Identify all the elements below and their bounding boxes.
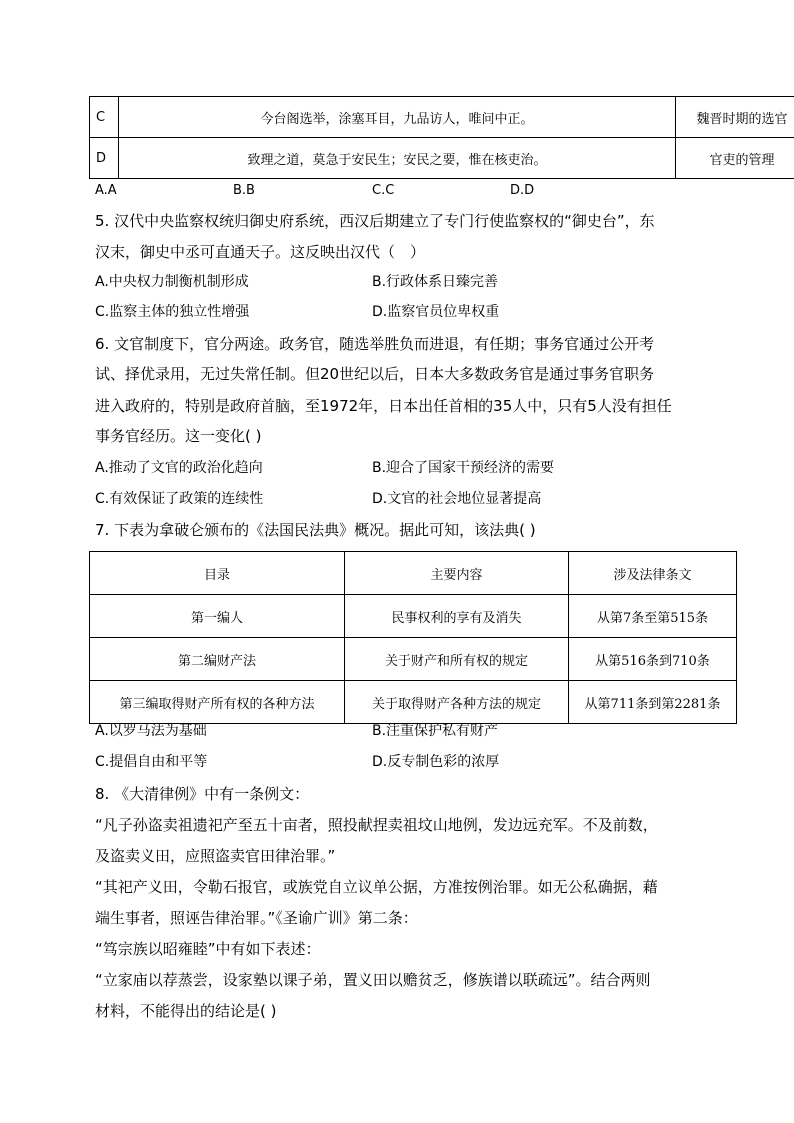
q6-stem-line: 6. 文官制度下，官分两途。政务官，随选举胜负而进退，有任期；事务官通过公开考 <box>95 335 655 353</box>
row-note: 官吏的管理 <box>676 138 794 179</box>
table-cell: 第三编取得财产所有权的各种方法 <box>90 681 345 724</box>
q4-option-b: B.B <box>233 183 255 198</box>
q6-option-d: D.文官的社会地位显著提高 <box>372 491 542 507</box>
q8-stem-line: 8. 《大清律例》中有一条例文： <box>95 785 310 803</box>
q8-stem-line: “笃宗族以昭雍睦”中有如下表述： <box>95 940 321 958</box>
row-content: 今台阁选举，涂塞耳目，九品访人，唯问中正。 <box>119 97 676 138</box>
q7-option-d: D.反专制色彩的浓厚 <box>372 754 500 770</box>
q6-option-b: B.迎合了国家干预经济的需要 <box>372 460 555 476</box>
table-cell: 关于取得财产各种方法的规定 <box>345 681 569 724</box>
q4-option-a: A.A <box>95 183 117 198</box>
table-row <box>90 638 737 681</box>
q7-option-c: C.提倡自由和平等 <box>95 754 208 770</box>
q6-option-a: A.推动了文官的政治化趋向 <box>95 460 263 476</box>
q5-option-c: C.监察主体的独立性增强 <box>95 304 250 320</box>
table-header-row <box>90 552 737 595</box>
row-label: D <box>90 138 119 179</box>
q7-option-b: B.注重保护私有财产 <box>372 723 499 739</box>
q6-option-c: C.有效保证了政策的连续性 <box>95 491 264 507</box>
table-cell: 第二编财产法 <box>90 638 345 681</box>
row-label: C <box>90 97 119 138</box>
q8-stem-line: 端生事者，照诬告律治罪。”《圣谕广训》第二条： <box>95 909 418 927</box>
q8-stem-line: “立家庙以荐蒸尝，设家塾以课子弟，置义田以赡贫乏，修族谱以联疏远”。结合两则 <box>95 971 651 989</box>
q5-stem-line: 汉末，御史中丞可直通天子。这反映出汉代（ ） <box>95 243 426 261</box>
table-cell: 关于财产和所有权的规定 <box>345 638 569 681</box>
table-cell: 民事权利的享有及消失 <box>345 595 569 638</box>
column-header: 目录 <box>90 552 345 595</box>
q5-option-b: B.行政体系日臻完善 <box>372 274 499 290</box>
q8-stem-line: 材料，不能得出的结论是( ) <box>95 1002 277 1020</box>
table-cell: 第一编人 <box>90 595 345 638</box>
table-row <box>90 138 794 179</box>
q7-stem-line: 7. 下表为拿破仑颁布的《法国民法典》概况。据此可知，该法典( ) <box>95 521 536 539</box>
civil-code-table <box>89 551 737 724</box>
q4-option-d: D.D <box>510 183 535 198</box>
q8-stem-line: “其祀产义田，令勒石报官，或族党自立议单公据，方准按例治罪。如无公私确据，藉 <box>95 878 658 896</box>
q6-stem-line: 事务官经历。这一变化( ) <box>95 427 262 445</box>
table-cell: 从第516条到710条 <box>569 638 737 681</box>
q6-stem-line: 进入政府的，特别是政府首脑，至1972年，日本出任首相的35人中，只有5人没有担任 <box>95 397 672 415</box>
q8-stem-line: 及盗卖义田，应照盗卖官田律治罪。” <box>95 847 336 865</box>
table-row <box>90 97 794 138</box>
options-table <box>89 96 794 179</box>
table-cell: 从第711条到第2281条 <box>569 681 737 724</box>
q6-stem-line: 试、择优录用，无过失常任制。但20世纪以后，日本大多数政务官是通过事务官职务 <box>95 365 655 383</box>
column-header: 主要内容 <box>345 552 569 595</box>
q5-stem-line: 5. 汉代中央监察权统归御史府系统，西汉后期建立了专门行使监察权的“御史台”，东 <box>95 212 655 230</box>
table-row <box>90 595 737 638</box>
q5-option-a: A.中央权力制衡机制形成 <box>95 274 249 290</box>
row-note: 魏晋时期的选官 <box>676 97 794 138</box>
q8-stem-line: “凡子孙盗卖祖遗祀产至五十亩者，照投献捏卖祖坟山地例，发边远充军。不及前数， <box>95 816 658 834</box>
q4-option-c: C.C <box>372 183 395 198</box>
table-cell: 从第7条至第515条 <box>569 595 737 638</box>
row-content: 致理之道，莫急于安民生；安民之要，惟在核吏治。 <box>119 138 676 179</box>
q7-option-a: A.以罗马法为基础 <box>95 723 207 739</box>
q5-option-d: D.监察官员位卑权重 <box>372 304 500 320</box>
column-header: 涉及法律条文 <box>569 552 737 595</box>
table-row <box>90 681 737 724</box>
